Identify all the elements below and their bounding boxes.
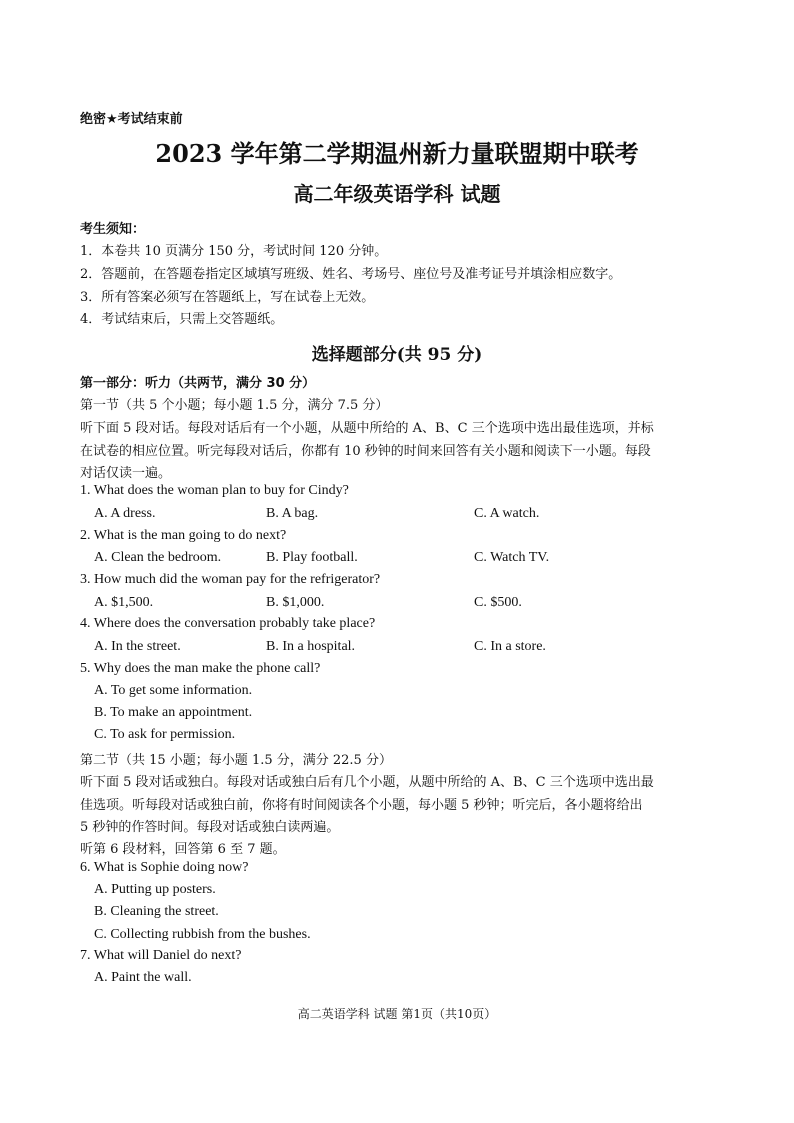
secret-label: 绝密★考试结束前: [80, 112, 183, 127]
notice-item: 1．本卷共 10 页满分 150 分，考试时间 120 分钟。: [80, 244, 388, 259]
section1-instruction: 在试卷的相应位置。听完每段对话后，你都有 10 秒钟的时间来回答有关小题和阅读下一小题。每段: [80, 444, 651, 459]
question-text: 2. What is the man going to do next?: [80, 528, 287, 543]
option-b: B. Play football.: [266, 550, 358, 565]
section1-instruction: 对话仅读一遍。: [80, 466, 172, 481]
option-c: C. A watch.: [474, 506, 540, 521]
question-text: 5. Why does the man make the phone call?: [80, 661, 321, 676]
part1-heading: 第一部分：听力（共两节，满分 30 分）: [80, 376, 316, 391]
option-c: C. Watch TV.: [474, 550, 550, 565]
option-b: B. To make an appointment.: [94, 705, 253, 720]
option-b: B. $1,000.: [266, 595, 325, 610]
option-c: C. Collecting rubbish from the bushes.: [94, 927, 311, 942]
question-text: 7. What will Daniel do next?: [80, 948, 242, 963]
option-c: C. In a store.: [474, 639, 546, 654]
question-text: 1. What does the woman plan to buy for Cindy?: [80, 483, 349, 498]
question-text: 6. What is Sophie doing now?: [80, 860, 249, 875]
notice-item: 3．所有答案必须写在答题纸上，写在试卷上无效。: [80, 290, 375, 305]
section1-instruction: 听下面 5 段对话。每段对话后有一个小题，从题中所给的 A、B、C 三个选项中选出最佳选项，并标: [80, 421, 654, 436]
question-text: 3. How much did the woman pay for the refrigerator?: [80, 572, 381, 587]
section2-heading: 第二节（共 15 小题；每小题 1.5 分，满分 22.5 分）: [80, 753, 392, 768]
exam-subtitle: 高二年级英语学科 试题: [293, 182, 501, 206]
option-c: C. To ask for permission.: [94, 727, 236, 742]
page-footer: 高二英语学科 试题 第1页（共10页）: [297, 1007, 497, 1021]
option-a: A. Paint the wall.: [94, 970, 192, 985]
option-b: B. A bag.: [266, 506, 319, 521]
notice-item: 4．考试结束后，只需上交答题纸。: [80, 312, 284, 327]
option-b: B. Cleaning the street.: [94, 904, 219, 919]
option-a: A. To get some information.: [94, 683, 253, 698]
section1-heading: 第一节（共 5 个小题；每小题 1.5 分，满分 7.5 分）: [80, 398, 389, 413]
option-c: C. $500.: [474, 595, 522, 610]
section2-instruction: 5 秒钟的作答时间。每段对话或独白读两遍。: [80, 820, 340, 835]
option-a: A. Clean the bedroom.: [94, 550, 222, 565]
section2-instruction: 听下面 5 段对话或独白。每段对话或独白后有几个小题，从题中所给的 A、B、C 三个选项中选出最: [80, 775, 654, 790]
notice-item: 2．答题前，在答题卷指定区域填写班级、姓名、考场号、座位号及准考证号并填涂相应数字。: [80, 267, 622, 282]
option-a: A. A dress.: [94, 506, 156, 521]
option-a: A. Putting up posters.: [94, 882, 216, 897]
exam-title: 2023 学年第二学期温州新力量联盟期中联考: [155, 139, 639, 168]
option-b: B. In a hospital.: [266, 639, 356, 654]
option-a: A. $1,500.: [94, 595, 154, 610]
part-title: 选择题部分(共 95 分): [311, 345, 483, 365]
material-note: 听第 6 段材料，回答第 6 至 7 题。: [80, 842, 286, 857]
section2-instruction: 佳选项。听每段对话或独白前，你将有时间阅读各个小题，每小题 5 秒钟；听完后，各小题将给出: [80, 798, 643, 813]
question-text: 4. Where does the conversation probably take place?: [80, 616, 376, 631]
option-a: A. In the street.: [94, 639, 181, 654]
notice-heading: 考生须知：: [80, 222, 146, 237]
